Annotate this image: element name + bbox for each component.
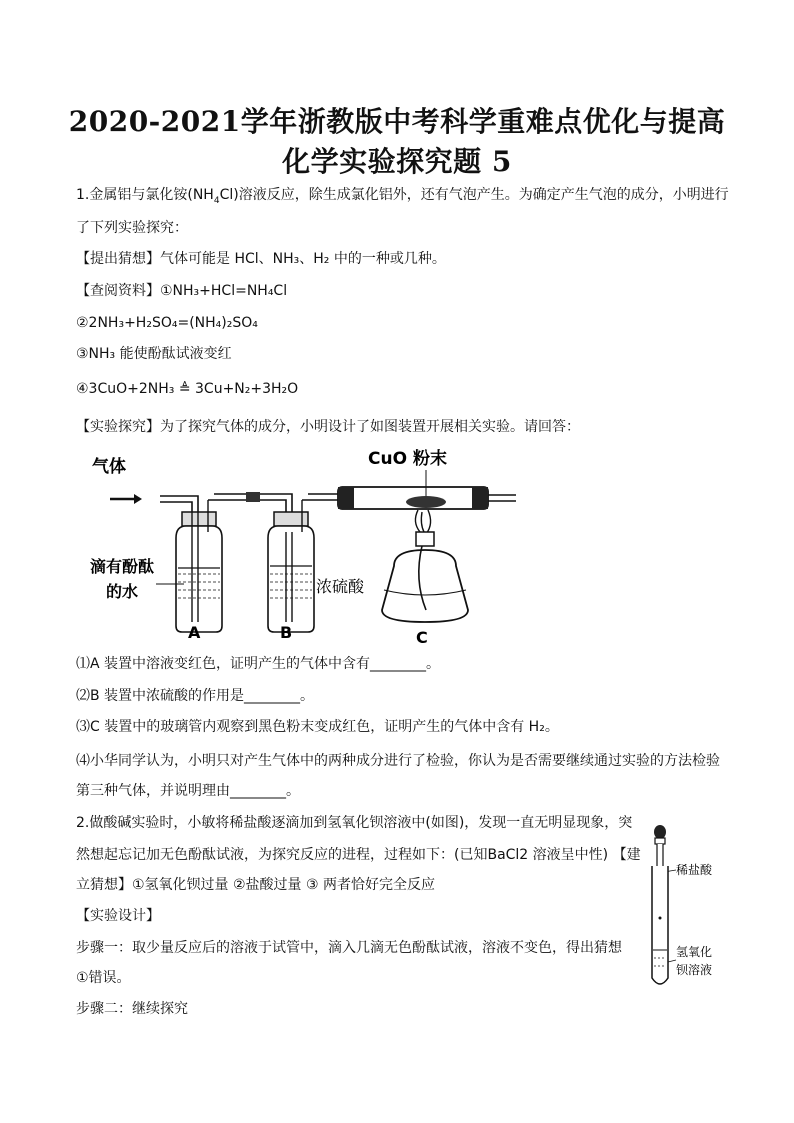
q1-intro-line1: 1.金属铝与氯化铵$(NH_4Cl)$溶液反应，除生成氯化铝外，还有气泡产生。为确定产生气泡的成分，小明进行 xyxy=(76,187,729,206)
test-tube xyxy=(652,866,668,984)
connector-b-c xyxy=(302,494,338,500)
bottle-a-label-2: 的水 xyxy=(106,582,139,601)
bottle-a xyxy=(176,500,222,632)
q2-line4: 【实验设计】 xyxy=(76,908,160,924)
label-a: A xyxy=(188,623,201,642)
page-title-line1: 2020-2021学年浙教版中考科学重难点优化与提高 xyxy=(68,105,726,138)
dilute-hcl-label: 稀盐酸 xyxy=(676,863,713,877)
q2-line2: 然想起忘记加无色酚酞试液，为探究反应的进程，过程如下：(已知BaCl2 溶液呈中性) 【建 xyxy=(76,847,641,863)
q2-line1: 2.做酸碱实验时，小敏将稀盐酸逐滴加到氢氧化钡溶液中(如图)，发现一直无明显现象，突 xyxy=(76,815,633,831)
glass-tube-c xyxy=(338,487,516,509)
q2-line7: 步骤二：继续探究 xyxy=(76,1001,188,1017)
gas-label: 气体 xyxy=(92,457,126,477)
q1-reference-4: ④3CuO+2NH₃ ≜ 3Cu+N₂+3H₂O xyxy=(76,381,299,397)
alcohol-burner xyxy=(382,510,468,622)
q2-line5: 步骤一：取少量反应后的溶液于试管中，滴入几滴无色酚酞试液，溶液不变色，得出猜想 xyxy=(76,940,622,956)
q1-intro-line2: 了下列实验探究： xyxy=(76,220,188,236)
baoh2-label-1: 氢氧化 xyxy=(676,945,713,959)
q1-hypothesis: 【提出猜想】气体可能是 HCl、NH₃、H₂ 中的一种或几种。 xyxy=(76,251,446,267)
q1-sub-1: ⑴A 装置中溶液变红色，证明产生的气体中含有________。 xyxy=(76,656,441,672)
page-title-line2: 化学实验探究题 5 xyxy=(282,145,512,178)
q1-sub-4-line1: ⑷小华同学认为，小明只对产生气体中的两种成分进行了检验，你认为是否需要继续通过实验的方法检验 xyxy=(76,753,720,769)
q1-reference-3: ③NH₃ 能使酚酞试液变红 xyxy=(76,346,232,362)
q1-experiment-intro: 【实验探究】为了探究气体的成分，小明设计了如图装置开展相关实验。请回答： xyxy=(76,419,580,435)
bottle-b-label: 浓硫酸 xyxy=(316,577,365,596)
q1-sub-2: ⑵B 装置中浓硫酸的作用是________。 xyxy=(76,688,315,704)
gas-flow-arrow xyxy=(110,494,142,504)
q1-sub-4-line2: 第三种气体，并说明理由________。 xyxy=(76,783,300,799)
baoh2-label-2: 钡溶液 xyxy=(676,963,713,977)
label-b: B xyxy=(280,623,293,642)
cuo-powder-label: CuO 粉末 xyxy=(368,449,447,469)
q1-reference-2: ②2NH₃+H₂SO₄=(NH₄)₂SO₄ xyxy=(76,315,258,331)
q1-reference-1: 【查阅资料】①NH₃+HCl=NH₄Cl xyxy=(76,283,288,299)
q1-sub-3: ⑶C 装置中的玻璃管内观察到黑色粉末变成红色，证明产生的气体中含有 H₂。 xyxy=(76,719,559,735)
q2-line6: ①错误。 xyxy=(76,970,131,986)
q2-line3: 立猜想】①氢氧化钡过量 ②盐酸过量 ③ 两者恰好完全反应 xyxy=(76,877,436,893)
bottle-a-label-1: 滴有酚酞 xyxy=(90,557,155,576)
test-tube-diagram xyxy=(634,820,734,995)
apparatus-diagram xyxy=(76,440,516,650)
inlet-tube xyxy=(160,496,198,512)
label-c: C xyxy=(416,628,428,647)
bottle-b xyxy=(268,500,314,632)
